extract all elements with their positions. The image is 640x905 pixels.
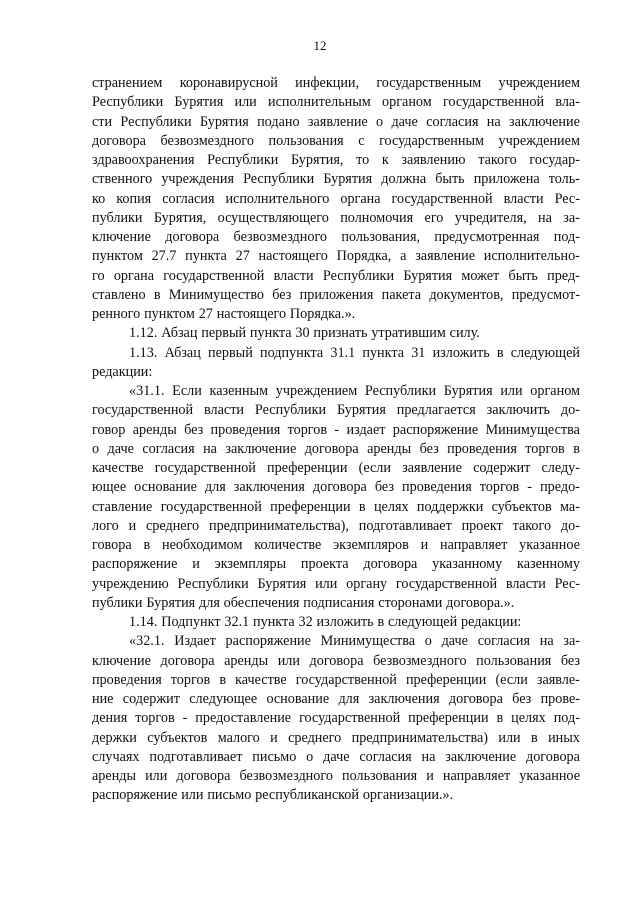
text-line: 1.12. Абзац первый пункта 30 признать утратившим силу. — [129, 325, 480, 342]
text-line: говор аренды без проведения торгов - издает распоряжение Минимущества — [92, 421, 580, 438]
text-line: ключение договора безвозмездного пользования, предусмотренная под- — [92, 229, 580, 245]
text-line: сти Республики Бурятия подано заявление о даче согласия на заключение — [92, 113, 580, 130]
text-line: странением коронавирусной инфекции, государственным учреждением — [92, 75, 580, 91]
text-line: ставление государственной преференции в целях поддержки субъектов ма- — [92, 498, 580, 515]
text-line: го органа государственной власти Республики Бурятия может быть пред- — [92, 267, 580, 284]
text-line: публики Бурятия для обеспечения подписания сторонами договора.». — [92, 594, 515, 611]
text-line: качестве государственной преференции (если заявление содержит следу- — [92, 460, 580, 476]
text-line: договора безвозмездного пользования с государственным учреждением — [92, 132, 580, 149]
text-line: 1.13. Абзац первый подпункта 31.1 пункта 31 изложить в следующей — [129, 344, 580, 361]
text-line: распоряжение и экземпляры проекта договора указанному казенному — [92, 556, 580, 573]
text-line: здравоохранения Республики Бурятия, то к заявлению такого государ- — [92, 152, 580, 168]
text-line: ключение договора аренды или договора безвозмездного пользования без — [92, 652, 580, 669]
document-body — [92, 74, 580, 806]
text-line: о даче согласия на заключение договора аренды без проведения торгов в — [92, 440, 580, 457]
text-line: ственного учреждения Республики Бурятия должна быть приложена толь- — [92, 171, 580, 188]
text-line: пунктом 27.7 пункта 27 настоящего Порядка, а заявление исполнительно- — [92, 248, 580, 265]
text-line: дения торгов - предоставление государственной преференции в целях под- — [92, 710, 580, 727]
text-line: публики Бурятия, осуществляющего полномочия его учредителя, на за- — [92, 209, 580, 226]
text-line: ющее основание для заключения договора без проведения торгов - предо- — [92, 479, 580, 496]
text-line: «31.1. Если казенным учреждением Республики Бурятия или органом — [129, 383, 580, 399]
text-line: распоряжение или письмо республиканской организации.». — [92, 787, 454, 804]
text-line: государственной власти Республики Бурятия предлагается заключить до- — [92, 402, 580, 419]
text-line: ние содержит следующее основание для заключения договора без прове- — [92, 691, 580, 707]
text-line: проведения торгов в качестве государственной преференции (если заявле- — [92, 671, 580, 688]
text-line: ставлено в Минимущество без приложения пакета документов, предусмот- — [92, 286, 580, 303]
text-line: Республики Бурятия или исполнительным органом государственной вла- — [92, 94, 580, 111]
text-line: 1.14. Подпункт 32.1 пункта 32 изложить в следующей редакции: — [129, 614, 522, 630]
page-number: 12 — [313, 38, 327, 53]
text-line: «32.1. Издает распоряжение Минимущества о даче согласия на за- — [129, 633, 580, 650]
text-line: аренды или договора безвозмездного пользования и направляет указанное — [92, 768, 580, 784]
text-line: говора в необходимом количестве экземпляров и направляет указанное — [92, 537, 580, 553]
text-line: ко копия согласия исполнительного органа государственной власти Рес- — [92, 190, 580, 207]
text-line: держки субъектов малого и среднего предпринимательства) или в иных — [92, 729, 580, 746]
text-line: случаях подготавливает письмо о даче согласия на заключение договора — [92, 748, 580, 765]
text-line: редакции: — [92, 363, 153, 380]
text-line: лого и среднего предпринимательства), подготавливает проект такого до- — [92, 517, 580, 534]
text-line: учреждению Республики Бурятия или органу государственной власти Рес- — [92, 575, 580, 592]
text-line: ренного пунктом 27 настоящего Порядка.». — [92, 306, 356, 322]
